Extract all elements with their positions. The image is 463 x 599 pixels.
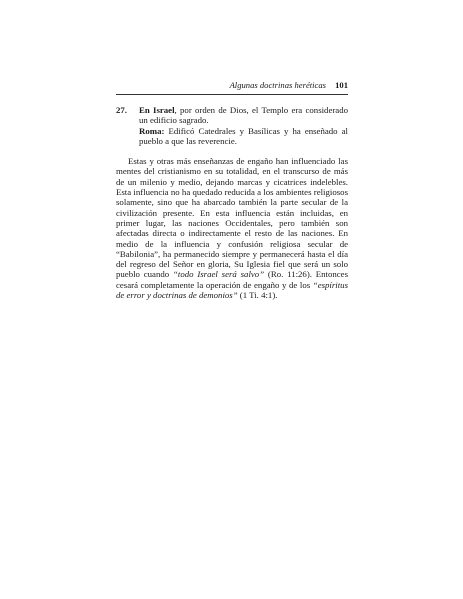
running-header bbox=[116, 78, 348, 92]
header-rule bbox=[116, 94, 348, 95]
quote-espiritus-error: “espíritus de error y doctrinas de demonios” bbox=[116, 279, 348, 301]
running-title: Algunas doctrinas heréticas bbox=[229, 80, 326, 90]
paragraph-part3: (1 Ti. 4:1). bbox=[237, 290, 278, 301]
israel-line bbox=[139, 105, 348, 126]
israel-label: En Israel bbox=[139, 105, 175, 115]
page-number: 101 bbox=[335, 80, 348, 90]
book-page bbox=[116, 78, 348, 309]
paragraph-part2: (Ro. 11:26). Entonces cesará completamente la operación de engaño y de los bbox=[116, 269, 349, 290]
roma-text: Edificó Catedrales y Basílicas y ha enseñado al pueblo a que las reverencie. bbox=[139, 125, 348, 146]
israel-text: , por orden de Dios, el Templo era considerado un edificio sagrado. bbox=[139, 105, 348, 126]
body-paragraph bbox=[116, 156, 348, 300]
roma-label: Roma: bbox=[139, 125, 165, 136]
entry-number: 27. bbox=[116, 105, 127, 115]
entry-body bbox=[139, 105, 348, 146]
quote-israel-salvo: “todo Israel será salvo” bbox=[172, 269, 265, 280]
paragraph-part1: Estas y otras más enseñanzas de engaño han influenciado las mentes del cristianismo en su totalidad, en el transcurso de más de un milenio y medio, dejando marcas y cicatrices indelebles. Esta influencia no ha quedado reducida a los ambientes religiosos solamente, sino que ha abarcado también la parte secular de la civilización presente. En esta influencia están incluidas, en primer lugar, las naciones Occidentales, pero también son afectadas directa o indirectamente el resto de las naciones. En medio de la influencia y confusión religiosa secular de “Babilonia”, ha permanecido siempre y permanecerá hasta el día del regreso del Señor en gloria, Su Iglesia fiel que será un solo pueblo cuando bbox=[116, 156, 348, 280]
comparison-entry bbox=[116, 105, 348, 146]
roma-line bbox=[139, 126, 348, 147]
